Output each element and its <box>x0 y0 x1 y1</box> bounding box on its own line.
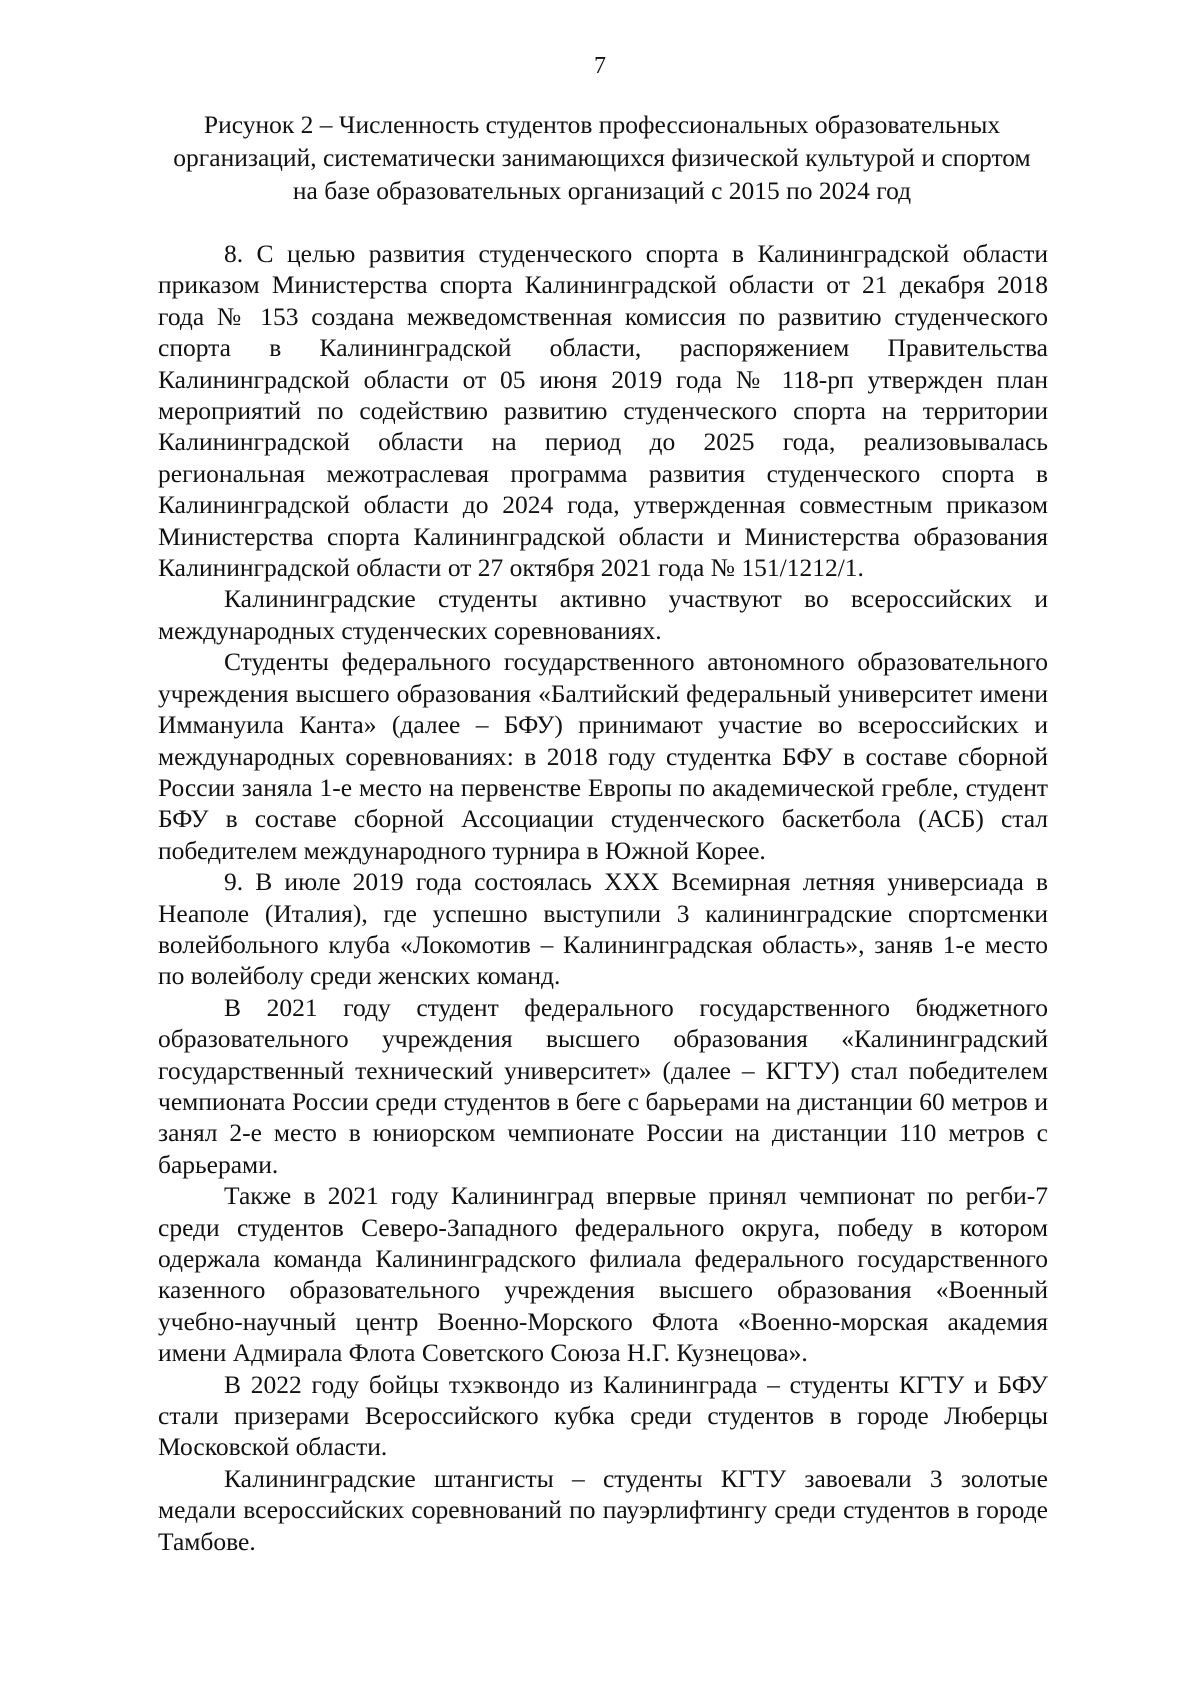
body-text <box>158 238 1048 1557</box>
paragraph: Калининградские штангисты – студенты КГТУ завоевали 3 золотые медали всероссийских соревнований по пауэрлифтингу среди студентов в городе Тамбове. <box>158 1463 1048 1556</box>
paragraph: Калининградские студенты активно участвуют во всероссийских и международных студенческих соревнованиях. <box>158 584 1048 645</box>
figure-caption: Рисунок 2 – Численность студентов профессиональных образовательных организаций, систематически занимающихся физической культурой и спортом на базе образовательных организаций с 2015 по 2024 год <box>173 110 1031 205</box>
paragraph: 8. С целью развития студенческого спорта в Калининградской области приказом Министерства спорта Калининградской области от 21 декабря 2018 года № 153 создана межведомственная комиссия по развитию студенческого спорта в Калининградской области, распоряжением Правительства Калининградской области от 05 июня 2019 года № 118-рп утвержден план мероприятий по содействию развитию студенческого спорта на территории Калининградской области на период до 2025 года, реализовывалась региональная межотраслевая программа развития студенческого спорта в Калининградской области до 2024 года, утвержденная совместным приказом Министерства спорта Калининградской области и Министерства образования Калининградской области от 27 октября 2021 года № 151/1212/1. <box>158 239 1048 583</box>
paragraph: В 2022 году бойцы тхэквондо из Калининграда – студенты КГТУ и БФУ стали призерами Всероссийского кубка среди студентов в городе Люберцы Московской области. <box>158 1369 1048 1462</box>
paragraph: Студенты федерального государственного автономного образовательного учреждения высшего образования «Балтийский федеральный университет имени Иммануила Канта» (далее – БФУ) принимают участие во всероссийских и международных соревнованиях: в 2018 году студентка БФУ в составе сборной России заняла 1-е место на первенстве Европы по академической гребле, студент БФУ в составе сборной Ассоциации студенческого баскетбола (АСБ) стал победителем международного турнира в Южной Корее. <box>158 647 1048 865</box>
page-number: 7 <box>594 53 606 79</box>
paragraph: В 2021 году студент федерального государственного бюджетного образовательного учреждения высшего образования «Калининградский государственный технический университет» (далее – КГТУ) стал победителем чемпионата России среди студентов в беге с барьерами на дистанции 60 метров и занял 2-е место в юниорском чемпионате России на дистанции 110 метров с барьерами. <box>158 992 1048 1179</box>
paragraph: 9. В июле 2019 года состоялась XXX Всемирная летняя универсиада в Неаполе (Италия), где успешно выступили 3 калининградские спортсменки волейбольного клуба «Локомотив – Калининградская область», заняв 1-е место по волейболу среди женских команд. <box>158 867 1048 991</box>
paragraph: Также в 2021 году Калининград впервые принял чемпионат по регби-7 среди студентов Северо-Западного федерального округа, победу в котором одержала команда Калининградского филиала федерального государственного казенного образовательного учреждения высшего образования «Военный учебно-научный центр Военно-Морского Флота «Военно-морская академия имени Адмирала Флота Советского Союза Н.Г. Кузнецова». <box>158 1181 1048 1368</box>
